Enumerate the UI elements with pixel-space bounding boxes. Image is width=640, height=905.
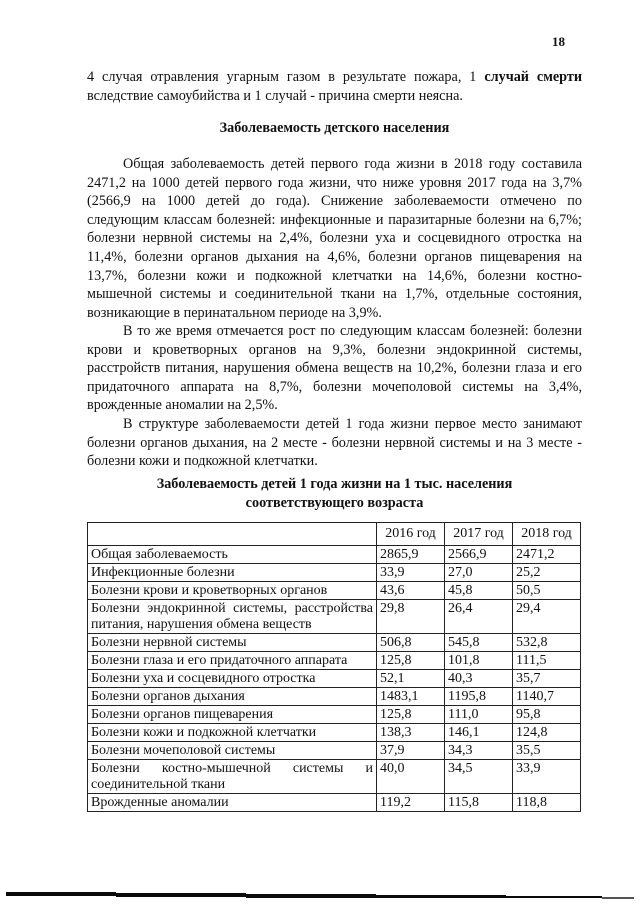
table-row: [88, 670, 581, 688]
value-2018: 124,8: [513, 724, 581, 742]
value-2018: 118,8: [513, 794, 581, 812]
value-2016: 37,9: [377, 742, 445, 760]
table-title: [87, 475, 582, 512]
value-2016: 2865,9: [377, 546, 445, 564]
table-header-row: [88, 523, 581, 546]
value-2017: 545,8: [445, 634, 513, 652]
header-cell-empty: [88, 523, 377, 546]
intro-paragraph: [87, 68, 582, 105]
table-row: [88, 794, 581, 812]
value-2018: 35,7: [513, 670, 581, 688]
value-2016: 40,0: [377, 760, 445, 794]
table-row: [88, 652, 581, 670]
paragraph-general-morbidity: Общая заболеваемость детей первого года жизни в 2018 году составила 2471,2 на 1000 детей первого года жизни, что ниже уровня 2017 года на 3,7% (2566,9 на 1000 детей до года). Снижение заболеваемости отмечено по следующим классам болезней: инфекционные и паразитарные болезни на 6,7%; болезни нервной системы на 2,4%, болезни уха и сосцевидного отростка на 11,4%, болезни органов дыхания на 4,6%, болезни органов пищеварения на 13,7%, болезни кожи и подкожной клетчатки на 14,6%, болезни костно-мышечной системы и соединительной ткани на 1,7%, отдельные состояния, возникающие в перинатальном периоде на 3,9%.: [87, 156, 582, 321]
value-2017: 40,3: [445, 670, 513, 688]
value-2016: 52,1: [377, 670, 445, 688]
header-cell-2018: 2018 год: [513, 523, 581, 546]
table-row: [88, 706, 581, 724]
intro-text-start: 4 случая отравления угарным газом в результате пожара, 1: [87, 69, 485, 85]
value-2017: 2566,9: [445, 546, 513, 564]
row-label: Болезни кожи и подкожной клетчатки: [88, 724, 377, 742]
table-row: [88, 760, 581, 794]
row-label: Инфекционные болезни: [88, 564, 377, 582]
table-row: [88, 600, 581, 634]
table-row: [88, 742, 581, 760]
value-2018: 2471,2: [513, 546, 581, 564]
header-cell-2017: 2017 год: [445, 523, 513, 546]
table-row: [88, 634, 581, 652]
value-2017: 1195,8: [445, 688, 513, 706]
value-2016: 29,8: [377, 600, 445, 634]
row-label: Болезни эндокринной системы, расстройства питания, нарушения обмена веществ: [88, 600, 377, 634]
value-2017: 115,8: [445, 794, 513, 812]
value-2016: 43,6: [377, 582, 445, 600]
intro-bold-text: случай смерти: [484, 69, 582, 85]
value-2017: 146,1: [445, 724, 513, 742]
row-label: Болезни органов дыхания: [88, 688, 377, 706]
value-2018: 95,8: [513, 706, 581, 724]
value-2016: 138,3: [377, 724, 445, 742]
value-2017: 26,4: [445, 600, 513, 634]
row-label: Болезни органов пищеварения: [88, 706, 377, 724]
value-2018: 532,8: [513, 634, 581, 652]
table-row: [88, 724, 581, 742]
page-number: 18: [552, 34, 565, 49]
paragraph-growth: В то же время отмечается рост по следующим классам болезней: болезни крови и кроветворных органов на 9,3%, болезни эндокринной системы, расстройств питания, нарушения обмена веществ на 10,2%, болезни глаза и его придаточного аппарата на 8,7%, болезни мочеполовой системы на 3,4%, врожденные аномалии на 2,5%.: [87, 323, 582, 414]
table-row: [88, 582, 581, 600]
paragraph-structure: В структуре заболеваемости детей 1 года жизни первое место занимают болезни органов дыхания, на 2 месте - болезни нервной системы и на 3 месте - болезни кожи и подкожной клетчатки.: [87, 416, 582, 470]
value-2017: 45,8: [445, 582, 513, 600]
value-2017: 111,0: [445, 706, 513, 724]
row-label: Болезни нервной системы: [88, 634, 377, 652]
value-2018: 50,5: [513, 582, 581, 600]
row-label: Общая заболеваемость: [88, 546, 377, 564]
header-cell-2016: 2016 год: [377, 523, 445, 546]
value-2018: 1140,7: [513, 688, 581, 706]
value-2016: 1483,1: [377, 688, 445, 706]
row-label: Болезни глаза и его придаточного аппарата: [88, 652, 377, 670]
value-2017: 27,0: [445, 564, 513, 582]
section-heading: Заболеваемость детского населения: [219, 120, 450, 136]
value-2017: 34,3: [445, 742, 513, 760]
row-label: Врожденные аномалии: [88, 794, 377, 812]
value-2018: 33,9: [513, 760, 581, 794]
value-2016: 125,8: [377, 652, 445, 670]
morbidity-table: [87, 522, 581, 812]
value-2018: 111,5: [513, 652, 581, 670]
value-2018: 29,4: [513, 600, 581, 634]
row-label: Болезни уха и сосцевидного отростка: [88, 670, 377, 688]
table-title-line2: соответствующего возраста: [245, 494, 424, 511]
row-label: Болезни мочеполовой системы: [88, 742, 377, 760]
scan-bottom-rule: [0, 892, 640, 900]
table-title-line1: Заболеваемость детей 1 года жизни на 1 тыс. населения: [156, 476, 513, 492]
value-2018: 25,2: [513, 564, 581, 582]
value-2017: 101,8: [445, 652, 513, 670]
value-2016: 125,8: [377, 706, 445, 724]
row-label: Болезни крови и кроветворных органов: [88, 582, 377, 600]
table-row: [88, 546, 581, 564]
value-2016: 506,8: [377, 634, 445, 652]
value-2016: 33,9: [377, 564, 445, 582]
row-label: Болезни костно-мышечной системы и соединительной ткани: [88, 760, 377, 794]
intro-text-end: вследствие самоубийства и 1 случай - причина смерти неясна.: [87, 87, 463, 104]
value-2018: 35,5: [513, 742, 581, 760]
table-row: [88, 688, 581, 706]
value-2017: 34,5: [445, 760, 513, 794]
value-2016: 119,2: [377, 794, 445, 812]
table-row: [88, 564, 581, 582]
